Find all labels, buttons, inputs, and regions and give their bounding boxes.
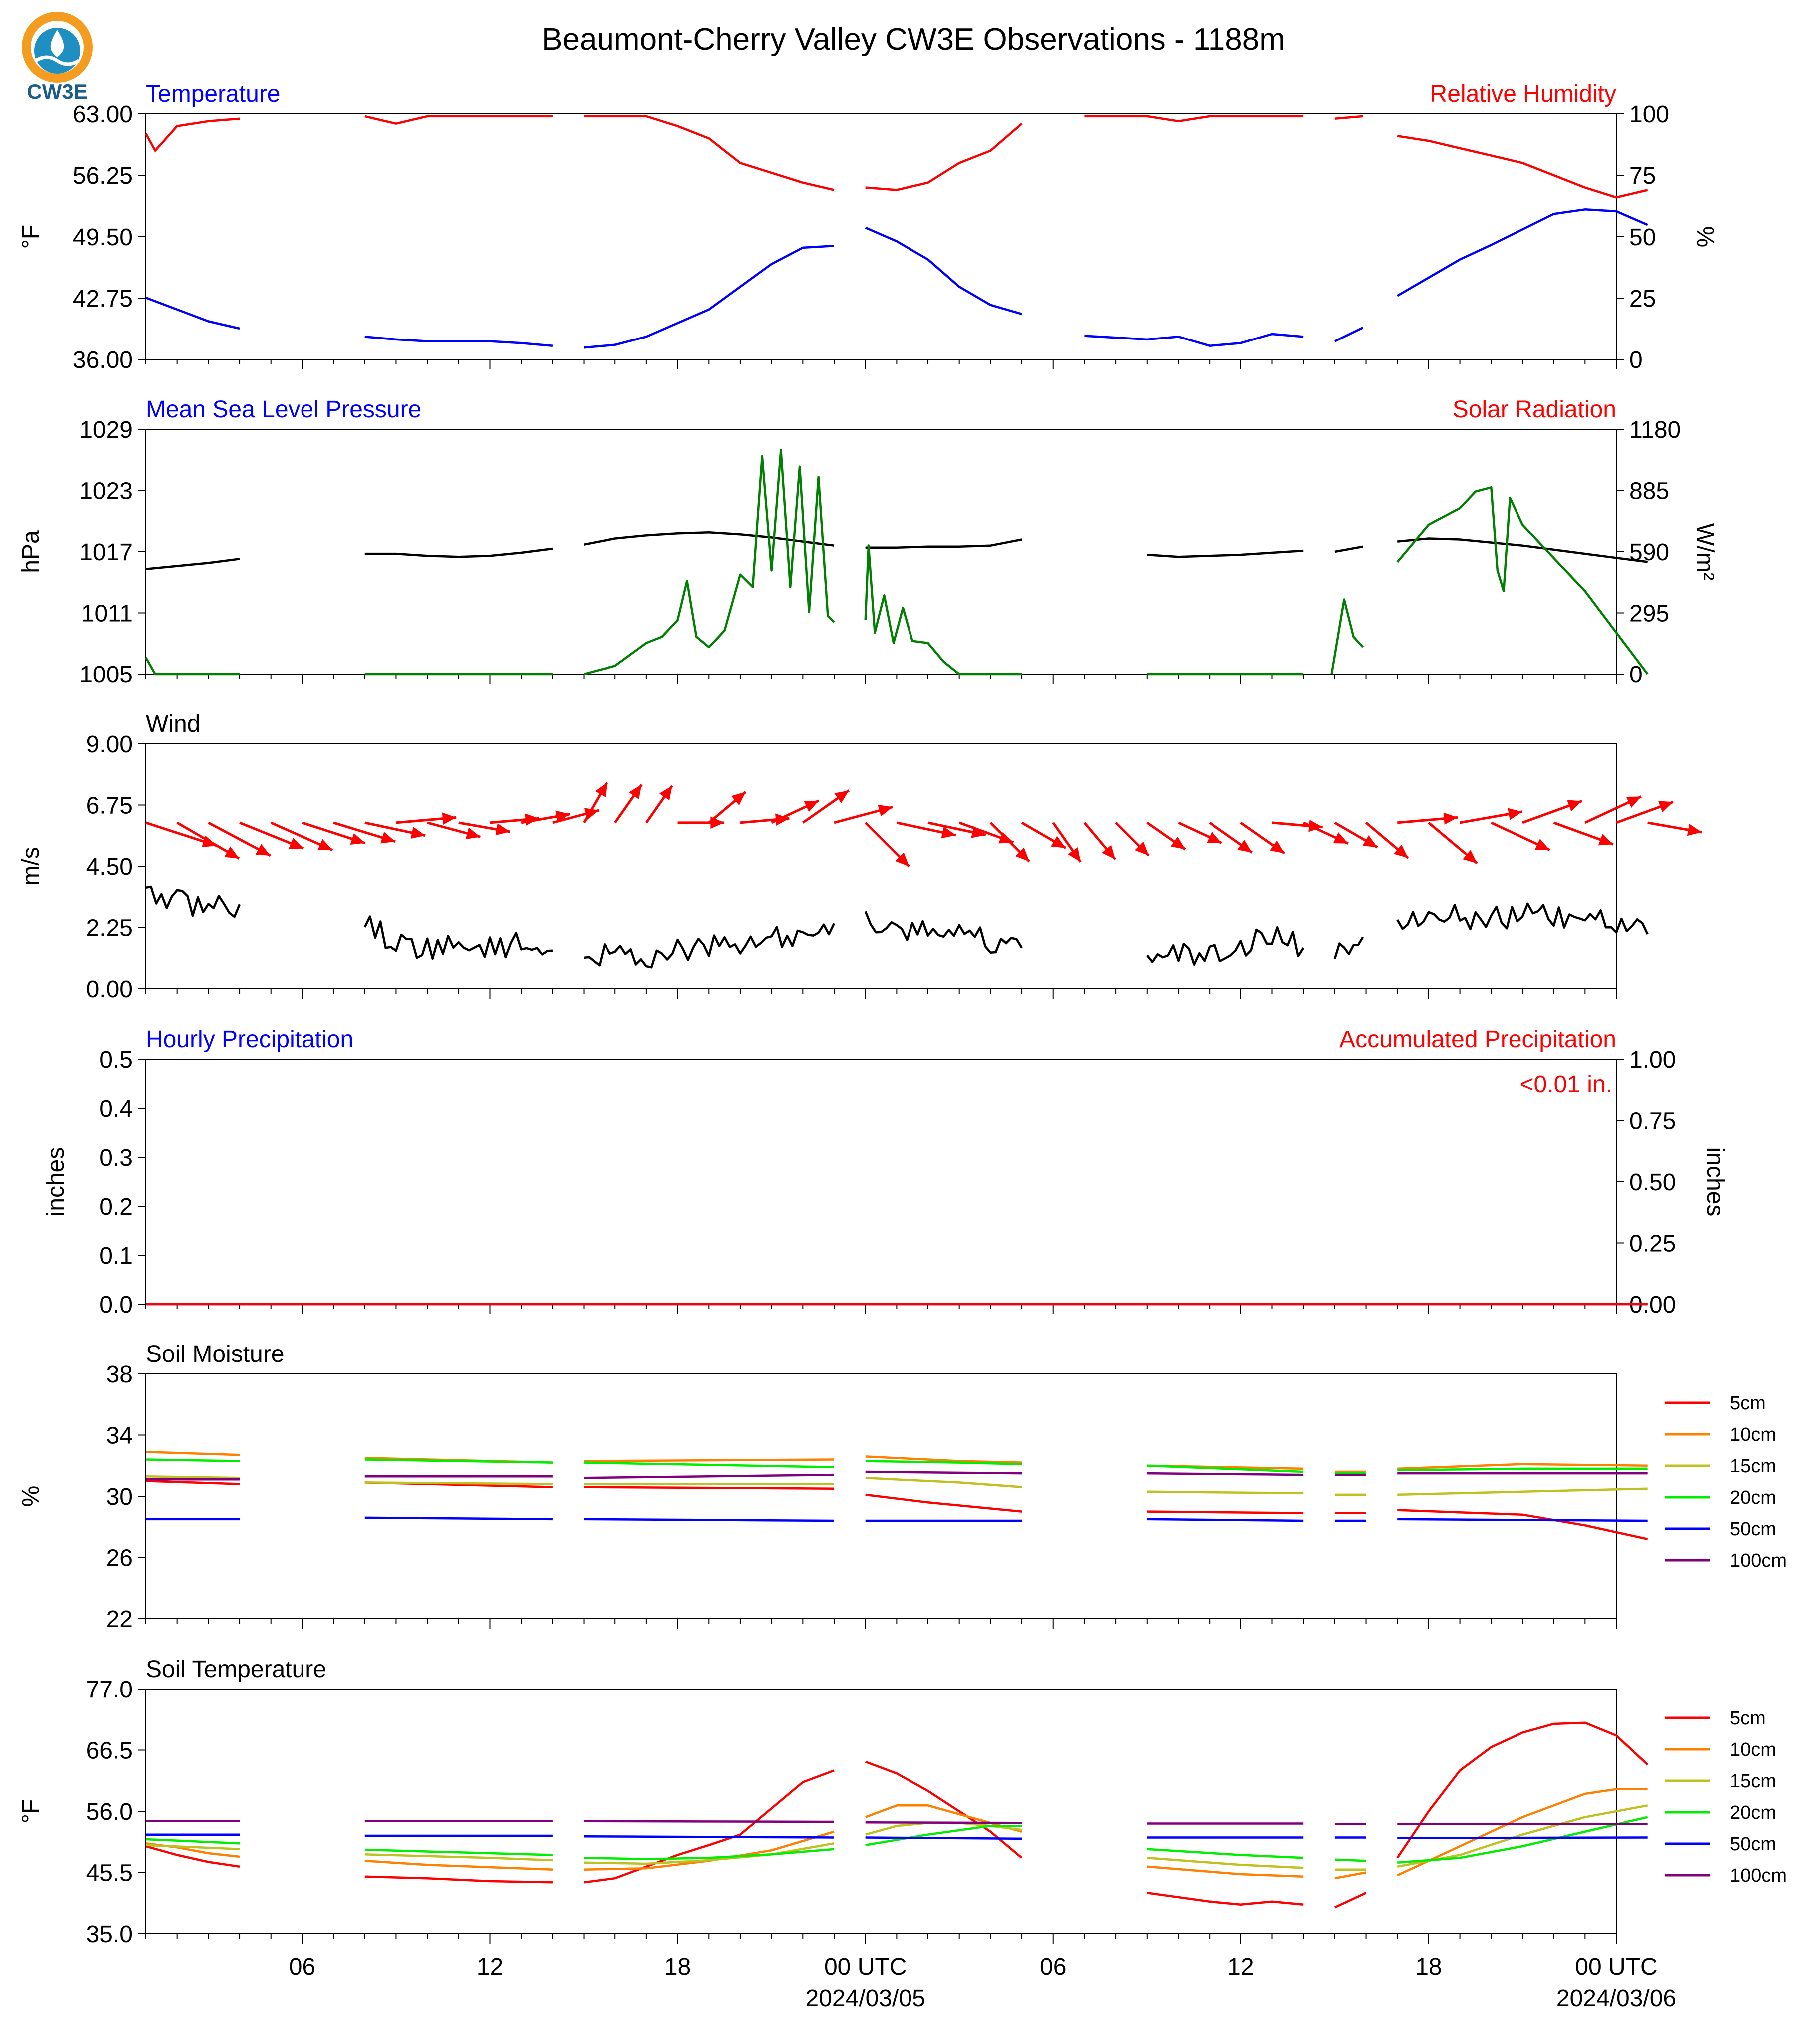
- y-tick-label: 35.0: [86, 1921, 133, 1948]
- x-tick-label: 12: [476, 1954, 504, 1980]
- x-tick-label: 06: [289, 1954, 316, 1980]
- wind-vector-head: [834, 790, 849, 803]
- wind-vector-head: [1598, 834, 1613, 845]
- wind-vector-head: [629, 785, 642, 799]
- wind-vector-head: [496, 823, 510, 835]
- panel-title: Soil Temperature: [146, 1656, 326, 1683]
- x-tick-label: 12: [1227, 1954, 1254, 1980]
- legend-label: 20cm: [1730, 1802, 1776, 1823]
- panel-title: Hourly Precipitation: [146, 1026, 354, 1053]
- wind-vector-head: [1658, 801, 1673, 812]
- panel-wind: [18, 711, 1702, 1003]
- annotation-label: <0.01 in.: [1519, 1071, 1612, 1098]
- wind-vector-head: [659, 786, 672, 800]
- wind-vector-head: [380, 832, 395, 843]
- series-right-line: [146, 450, 1648, 675]
- y-tick-label: 0.00: [86, 976, 133, 1003]
- y-tick-label: 77.0: [86, 1677, 133, 1703]
- y2-tick-label: 1.00: [1629, 1047, 1676, 1073]
- series-50cm: [146, 1518, 1648, 1521]
- y2-axis-label: W/m²: [1692, 523, 1718, 581]
- plot-frame: [146, 744, 1616, 989]
- logo-text: CW3E: [27, 80, 88, 103]
- panel-title: Mean Sea Level Pressure: [146, 396, 422, 423]
- series-right-line: [146, 116, 1648, 197]
- y2-tick-label: 0.75: [1629, 1108, 1676, 1135]
- y-axis-label: m/s: [18, 847, 44, 886]
- y-axis-label: °F: [18, 1799, 44, 1824]
- y2-tick-label: 100: [1629, 101, 1670, 128]
- y-axis-label: %: [18, 1485, 44, 1507]
- legend-label: 100cm: [1730, 1865, 1787, 1886]
- panel-soil-temperature: [18, 1656, 1787, 2012]
- plot-frame: [146, 114, 1616, 359]
- series-5cm: [146, 1481, 1648, 1539]
- x-tick-label: 00 UTC: [824, 1954, 907, 1980]
- y2-axis-label: inches: [1702, 1147, 1728, 1217]
- y2-tick-label: 0.25: [1629, 1230, 1676, 1257]
- y-tick-label: 0.3: [99, 1145, 133, 1171]
- y-tick-label: 6.75: [86, 792, 133, 819]
- wind-vector-head: [1687, 824, 1702, 836]
- y-tick-label: 30: [106, 1484, 133, 1510]
- legend-label: 20cm: [1730, 1487, 1776, 1508]
- legend-label: 10cm: [1730, 1739, 1776, 1760]
- plot-frame: [146, 1059, 1616, 1304]
- panels: [18, 81, 1787, 2012]
- y-tick-label: 1023: [79, 478, 133, 505]
- y-axis-label: inches: [43, 1147, 69, 1217]
- wind-vector-head: [1171, 837, 1185, 850]
- panel-title: Wind: [146, 711, 201, 737]
- y-tick-label: 0.0: [99, 1292, 133, 1318]
- y-tick-label: 56.0: [86, 1799, 133, 1825]
- y2-tick-label: 885: [1629, 478, 1670, 505]
- wind-vector-head: [1068, 847, 1081, 862]
- legend-label: 5cm: [1730, 1708, 1766, 1729]
- series-left-line: [146, 532, 1648, 569]
- y-tick-label: 42.75: [72, 286, 133, 312]
- y2-tick-label: 75: [1629, 163, 1656, 189]
- y2-tick-label: 50: [1629, 224, 1656, 251]
- y-tick-label: 38: [106, 1361, 133, 1388]
- y2-tick-label: 590: [1629, 539, 1670, 566]
- y-tick-label: 4.50: [86, 854, 133, 880]
- x-tick-label: 06: [1040, 1954, 1067, 1980]
- legend-label: 15cm: [1730, 1456, 1776, 1477]
- series-left-line: [146, 887, 1648, 967]
- y-tick-label: 26: [106, 1545, 133, 1572]
- y-tick-label: 1017: [79, 539, 133, 566]
- y2-tick-label: 295: [1629, 600, 1670, 627]
- series-5cm: [146, 1723, 1648, 1908]
- panel-title-right: Relative Humidity: [1430, 81, 1616, 107]
- y-tick-label: 0.4: [99, 1096, 133, 1122]
- y-tick-label: 0.1: [99, 1243, 133, 1269]
- y-tick-label: 49.50: [72, 224, 133, 251]
- wind-vector-head: [1270, 841, 1284, 854]
- y-tick-label: 63.00: [72, 101, 133, 128]
- y-tick-label: 66.5: [86, 1737, 133, 1764]
- legend-label: 5cm: [1730, 1393, 1766, 1414]
- y2-axis-label: %: [1692, 226, 1718, 248]
- panel-pressure-solar: [18, 396, 1718, 688]
- y2-tick-label: 0: [1629, 347, 1643, 373]
- legend-label: 15cm: [1730, 1771, 1776, 1792]
- y-tick-label: 22: [106, 1606, 133, 1633]
- y2-tick-label: 25: [1629, 286, 1656, 312]
- wind-vector-head: [350, 833, 365, 845]
- y-tick-label: 1029: [79, 417, 133, 443]
- panel-precipitation: [43, 1026, 1728, 1318]
- cw3e-logo: [26, 16, 88, 103]
- wind-vector-head: [1567, 800, 1582, 811]
- x-date-label: 2024/03/05: [805, 1985, 925, 2012]
- x-tick-label: 18: [1415, 1954, 1442, 1980]
- y-tick-label: 34: [106, 1422, 133, 1449]
- y-tick-label: 56.25: [72, 163, 133, 189]
- panel-title-right: Solar Radiation: [1452, 396, 1616, 423]
- y2-tick-label: 0.50: [1629, 1169, 1676, 1196]
- panel-title: Soil Moisture: [146, 1341, 285, 1367]
- panel-title-right: Accumulated Precipitation: [1339, 1026, 1616, 1053]
- y-tick-label: 0.2: [99, 1194, 133, 1220]
- y-tick-label: 1011: [81, 600, 133, 627]
- wind-vector-head: [411, 827, 425, 839]
- y-axis-label: °F: [18, 224, 44, 249]
- y-tick-label: 0.5: [99, 1047, 133, 1073]
- series-15cm: [146, 1476, 1648, 1495]
- y2-tick-label: 1180: [1629, 417, 1681, 443]
- panel-temperature-humidity: [18, 81, 1718, 373]
- legend-label: 50cm: [1730, 1834, 1776, 1855]
- x-tick-label: 00 UTC: [1575, 1954, 1658, 1980]
- plot-frame: [146, 429, 1616, 674]
- series-10cm: [146, 1789, 1648, 1879]
- y-tick-label: 9.00: [86, 731, 133, 758]
- series-50cm: [146, 1835, 1648, 1839]
- y-tick-label: 2.25: [86, 915, 133, 942]
- y-tick-label: 1005: [79, 662, 133, 688]
- wind-vector-head: [1508, 808, 1522, 820]
- legend-label: 50cm: [1730, 1519, 1776, 1540]
- wind-vector-head: [1237, 840, 1252, 853]
- series-100cm: [146, 1472, 1648, 1479]
- legend-label: 10cm: [1730, 1424, 1776, 1445]
- x-date-label: 2024/03/06: [1556, 1985, 1677, 2012]
- y-axis-label: hPa: [18, 530, 44, 573]
- y-tick-label: 45.5: [86, 1860, 133, 1887]
- legend-label: 100cm: [1730, 1550, 1787, 1571]
- y2-tick-label: 0.00: [1629, 1292, 1676, 1318]
- y-tick-label: 36.00: [72, 347, 133, 373]
- series-left-line: [146, 209, 1648, 347]
- panel-title: Temperature: [146, 81, 281, 107]
- x-tick-label: 18: [664, 1954, 691, 1980]
- panel-soil-moisture: [18, 1341, 1787, 1633]
- y2-tick-label: 0: [1629, 662, 1643, 688]
- page-title: Beaumont-Cherry Valley CW3E Observations - 1188m: [542, 22, 1285, 57]
